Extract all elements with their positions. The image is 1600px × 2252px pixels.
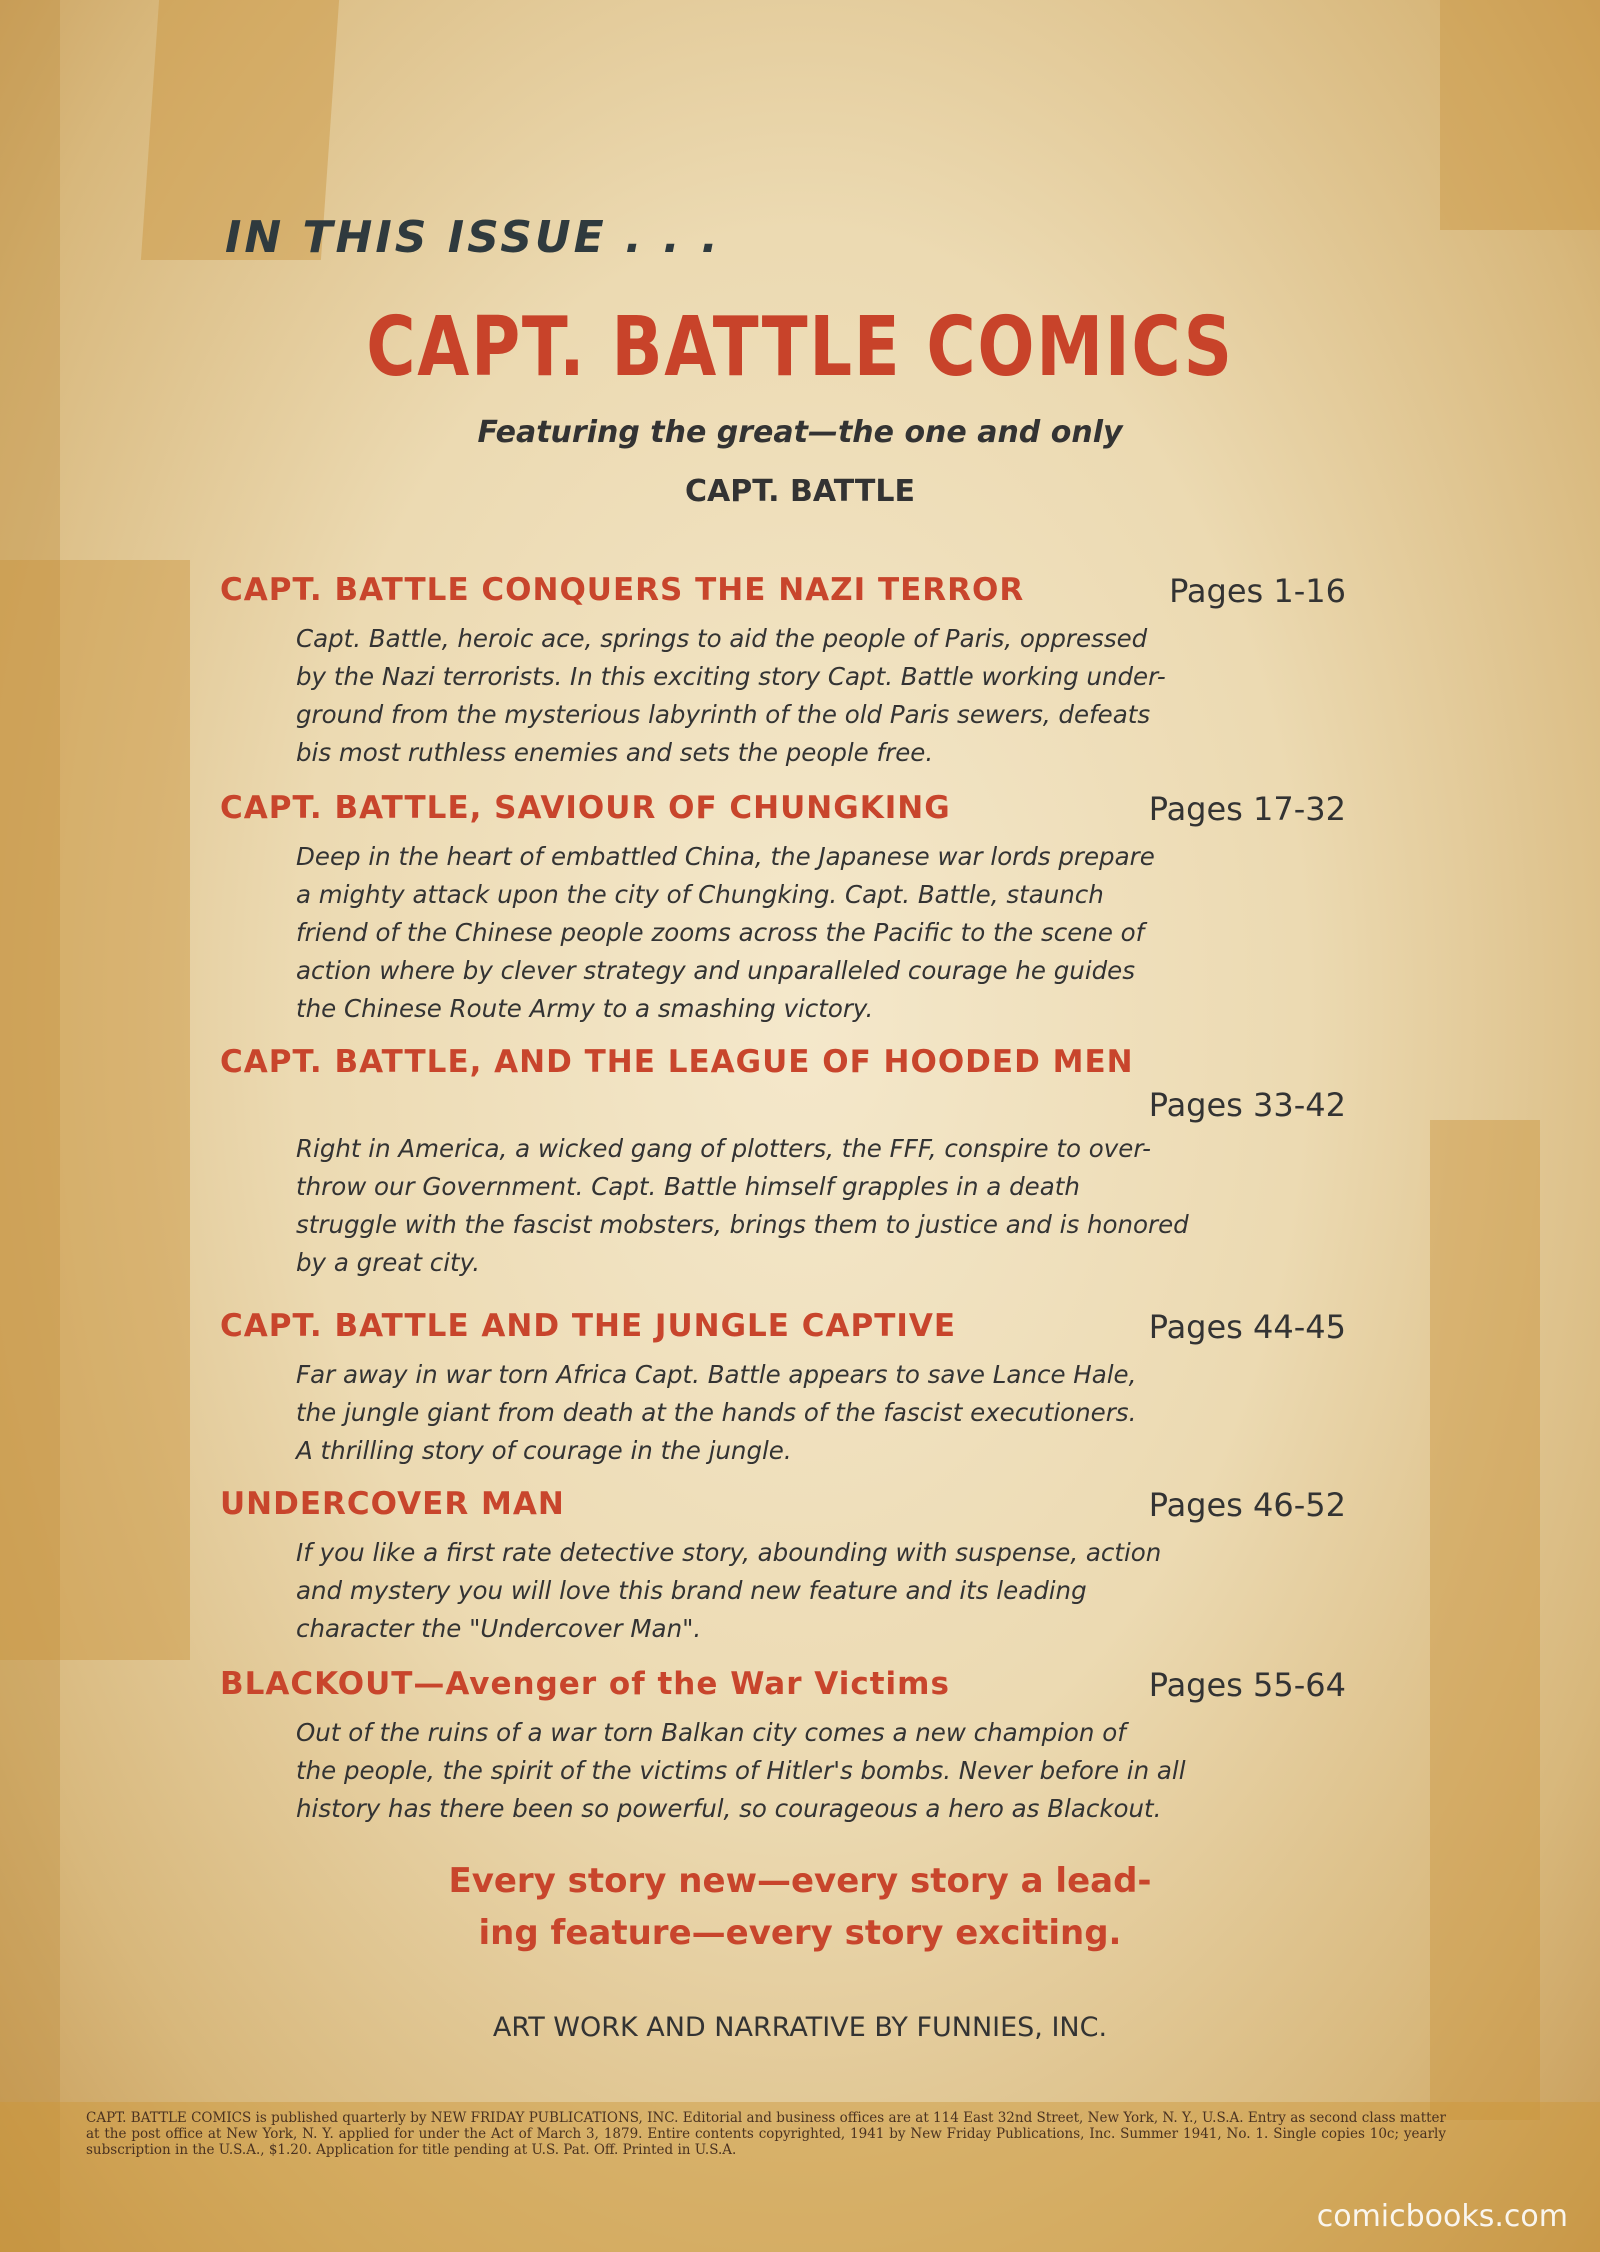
description-line: character the "Undercover Man". bbox=[296, 1614, 702, 1643]
story-title: CAPT. BATTLE CONQUERS THE NAZI TERROR bbox=[220, 572, 1025, 608]
description-line: Far away in war torn Africa Capt. Battle appears to save Lance Hale, bbox=[296, 1360, 1137, 1389]
story-description bbox=[296, 1356, 1346, 1470]
story-title: CAPT. BATTLE, SAVIOUR OF CHUNGKING bbox=[220, 790, 951, 826]
description-line: Deep in the heart of embattled China, the Japanese war lords prepare bbox=[296, 842, 1155, 871]
description-line: If you like a first rate detective story, abounding with suspense, action bbox=[296, 1538, 1162, 1567]
story-description bbox=[296, 1714, 1346, 1828]
story-description bbox=[296, 1130, 1346, 1282]
description-line: struggle with the fascist mobsters, brings them to justice and is honored bbox=[296, 1210, 1189, 1239]
description-line: the people, the spirit of the victims of Hitler's bombs. Never before in all bbox=[296, 1756, 1186, 1785]
description-line: history has there been so powerful, so courageous a hero as Blackout. bbox=[296, 1794, 1162, 1823]
story-entry bbox=[220, 1308, 1346, 1470]
description-line: A thrilling story of courage in the jungle. bbox=[296, 1436, 792, 1465]
description-line: friend of the Chinese people zooms across the Pacific to the scene of bbox=[296, 918, 1145, 947]
description-line: bis most ruthless enemies and sets the people free. bbox=[296, 738, 934, 767]
story-title: UNDERCOVER MAN bbox=[220, 1486, 565, 1522]
description-line: action where by clever strategy and unparalleled courage he guides bbox=[296, 956, 1136, 985]
story-entry bbox=[220, 790, 1346, 1028]
description-line: by the Nazi terrorists. In this exciting story Capt. Battle working under- bbox=[296, 662, 1166, 691]
story-description bbox=[296, 620, 1346, 772]
in-this-issue-heading: IN THIS ISSUE . . . bbox=[225, 212, 721, 263]
watermark: comicbooks.com bbox=[1316, 2199, 1568, 2234]
story-entry bbox=[220, 572, 1346, 772]
tagline bbox=[0, 1855, 1600, 1959]
description-line: the Chinese Route Army to a smashing victory. bbox=[296, 994, 874, 1023]
tape-stain bbox=[0, 560, 190, 1660]
description-line: Capt. Battle, heroic ace, springs to aid the people of Paris, oppressed bbox=[296, 624, 1148, 653]
credit-line: ART WORK AND NARRATIVE BY FUNNIES, INC. bbox=[492, 2012, 1108, 2043]
description-line: and mystery you will love this brand new feature and its leading bbox=[296, 1576, 1087, 1605]
description-line: a mighty attack upon the city of Chungking. Capt. Battle, staunch bbox=[296, 880, 1104, 909]
description-line: ground from the mysterious labyrinth of the old Paris sewers, defeats bbox=[296, 700, 1151, 729]
story-description bbox=[296, 1534, 1346, 1648]
featuring-line: Featuring the great—the one and only bbox=[477, 415, 1123, 450]
story-pages: Pages 55-64 bbox=[1148, 1666, 1346, 1704]
description-line: the jungle giant from death at the hands of the fascist executioners. bbox=[296, 1398, 1137, 1427]
comic-title: CAPT. BATTLE COMICS bbox=[366, 300, 1234, 395]
tagline-line: Every story new—every story a lead- bbox=[448, 1861, 1152, 1901]
hero-name: CAPT. BATTLE bbox=[685, 474, 915, 509]
publication-indicia: CAPT. BATTLE COMICS is published quarterly by NEW FRIDAY PUBLICATIONS, INC. Editorial and business offices are at 114 East 32nd Street, New York, N. Y., U.S.A. Entry as second class matter at the post office at New York, N. Y. applied for under the Act of March 3, 1879. Entire contents copyrighted, 1941 by New Friday Publications, Inc. Summer 1941, No. 1. Single copies 10c; yearly subscription in the U.S.A., $1.20. Application for title pending at U.S. Pat. Off. Printed in U.S.A. bbox=[86, 2110, 1446, 2158]
story-pages: Pages 44-45 bbox=[1148, 1308, 1346, 1346]
story-pages: Pages 33-42 bbox=[1148, 1086, 1346, 1124]
description-line: throw our Government. Capt. Battle himself grapples in a death bbox=[296, 1172, 1080, 1201]
tape-stain bbox=[1430, 1120, 1540, 2120]
description-line: by a great city. bbox=[296, 1248, 481, 1277]
story-pages: Pages 1-16 bbox=[1169, 572, 1346, 610]
story-pages: Pages 46-52 bbox=[1148, 1486, 1346, 1524]
story-entry bbox=[220, 1666, 1346, 1828]
story-pages: Pages 17-32 bbox=[1148, 790, 1346, 828]
story-entry bbox=[220, 1486, 1346, 1648]
story-description bbox=[296, 838, 1346, 1028]
description-line: Out of the ruins of a war torn Balkan city comes a new champion of bbox=[296, 1718, 1126, 1747]
story-title: BLACKOUT—Avenger of the War Victims bbox=[220, 1666, 950, 1702]
story-title: CAPT. BATTLE AND THE JUNGLE CAPTIVE bbox=[220, 1308, 957, 1344]
story-title: CAPT. BATTLE, AND THE LEAGUE OF HOODED MEN bbox=[220, 1044, 1134, 1080]
story-entry bbox=[220, 1044, 1346, 1282]
description-line: Right in America, a wicked gang of plotters, the FFF, conspire to over- bbox=[296, 1134, 1151, 1163]
tape-stain bbox=[1440, 0, 1600, 230]
tagline-line: ing feature—every story exciting. bbox=[478, 1913, 1122, 1953]
